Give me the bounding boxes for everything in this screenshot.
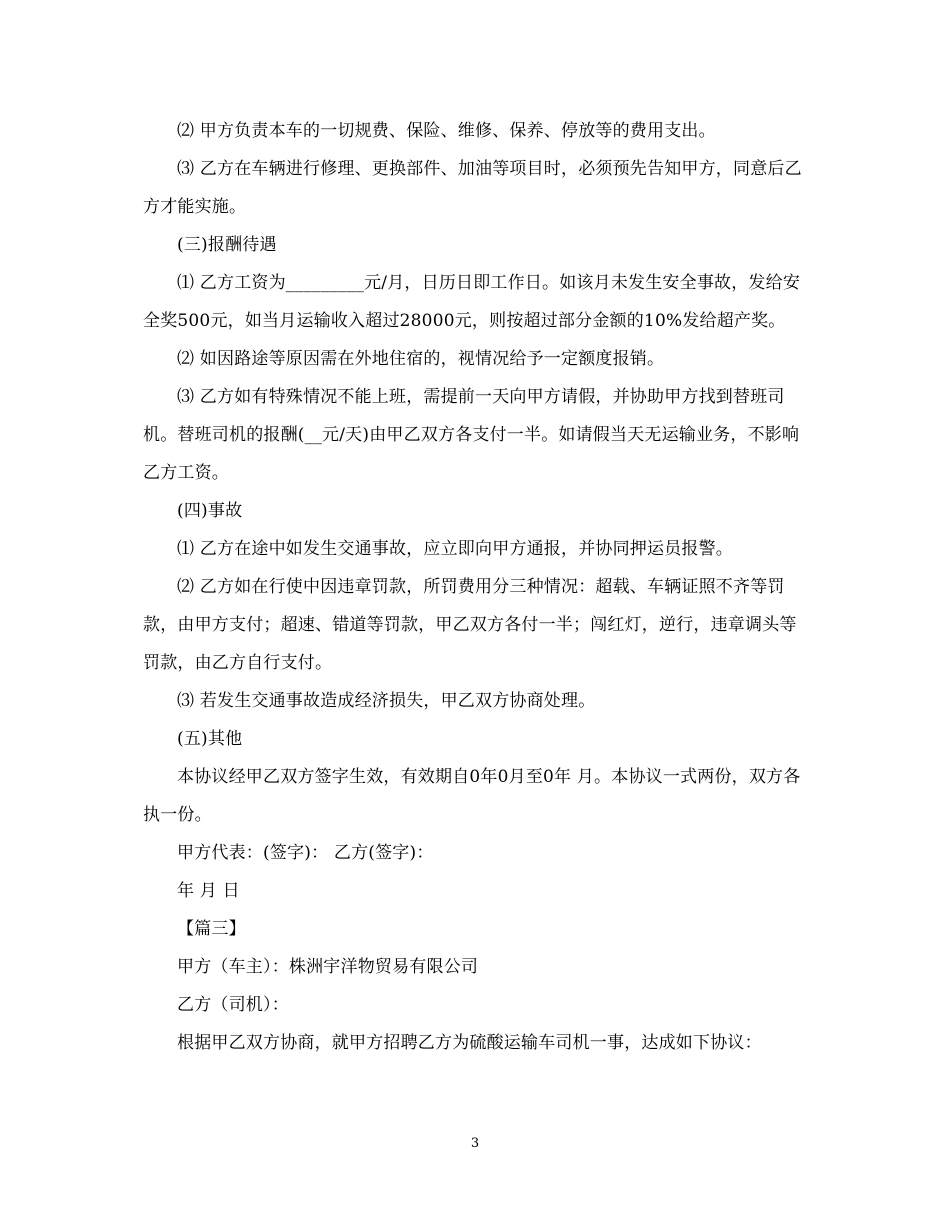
clause-leave: ⑶ 乙方如有特殊情况不能上班，需提前一天向甲方请假，并协助甲方找到替班司机。替班司机的报酬(__元/天)由甲乙双方各支付一半。如请假当天无运输业务，不影响乙方工资。 — [143, 387, 800, 483]
section-heading-accident: (四)事故 — [177, 501, 243, 521]
clause-economic-loss: ⑶ 若发生交通事故造成经济损失，甲乙双方协商处理。 — [177, 691, 596, 711]
section-heading-compensation: (三)报酬待遇 — [177, 235, 277, 255]
clause-accident-report: ⑴ 乙方在途中如发生交通事故，应立即向甲方通报，并协同押运员报警。 — [177, 539, 734, 559]
date-line: 年 月 日 — [177, 881, 240, 901]
clause-repair-notice: ⑶ 乙方在车辆进行修理、更换部件、加油等项目时，必须预先告知甲方，同意后乙方才能实施。 — [143, 159, 802, 217]
signature-line: 甲方代表：(签字)： 乙方(签字)： — [177, 843, 434, 863]
party-a-line: 甲方（车主）：株洲宇洋物贸易有限公司 — [177, 957, 479, 977]
clause-validity: 本协议经甲乙双方签字生效，有效期自0年0月至0年 月。本协议一式两份，双方各执一份。 — [143, 767, 801, 825]
chapter-heading: 【篇三】 — [177, 919, 246, 939]
clause-fee-responsibility: ⑵ 甲方负责本车的一切规费、保险、维修、保养、停放等的费用支出。 — [177, 121, 716, 141]
clause-fines: ⑵ 乙方如在行使中因违章罚款，所罚费用分三种情况：超载、车辆证照不齐等罚款，由甲方支付；超速、错道等罚款，甲乙双方各付一半；闯红灯，逆行，违章调头等罚款，由乙方自行支付。 — [143, 577, 797, 673]
party-b-line: 乙方（司机）： — [177, 995, 289, 1015]
section-heading-other: (五)其他 — [177, 729, 243, 749]
clause-salary: ⑴ 乙方工资为_________元/月，日历日即工作日。如该月未发生安全事故，发给安全奖500元，如当月运输收入超过28000元，则按超过部分金额的10%发给超产奖。 — [143, 273, 801, 331]
page-number: 3 — [470, 1136, 480, 1151]
agreement-intro: 根据甲乙双方协商，就甲方招聘乙方为硫酸运输车司机一事，达成如下协议： — [177, 1033, 762, 1053]
clause-lodging: ⑵ 如因路途等原因需在外地住宿的，视情况给予一定额度报销。 — [177, 349, 665, 369]
document-body — [143, 112, 808, 1062]
